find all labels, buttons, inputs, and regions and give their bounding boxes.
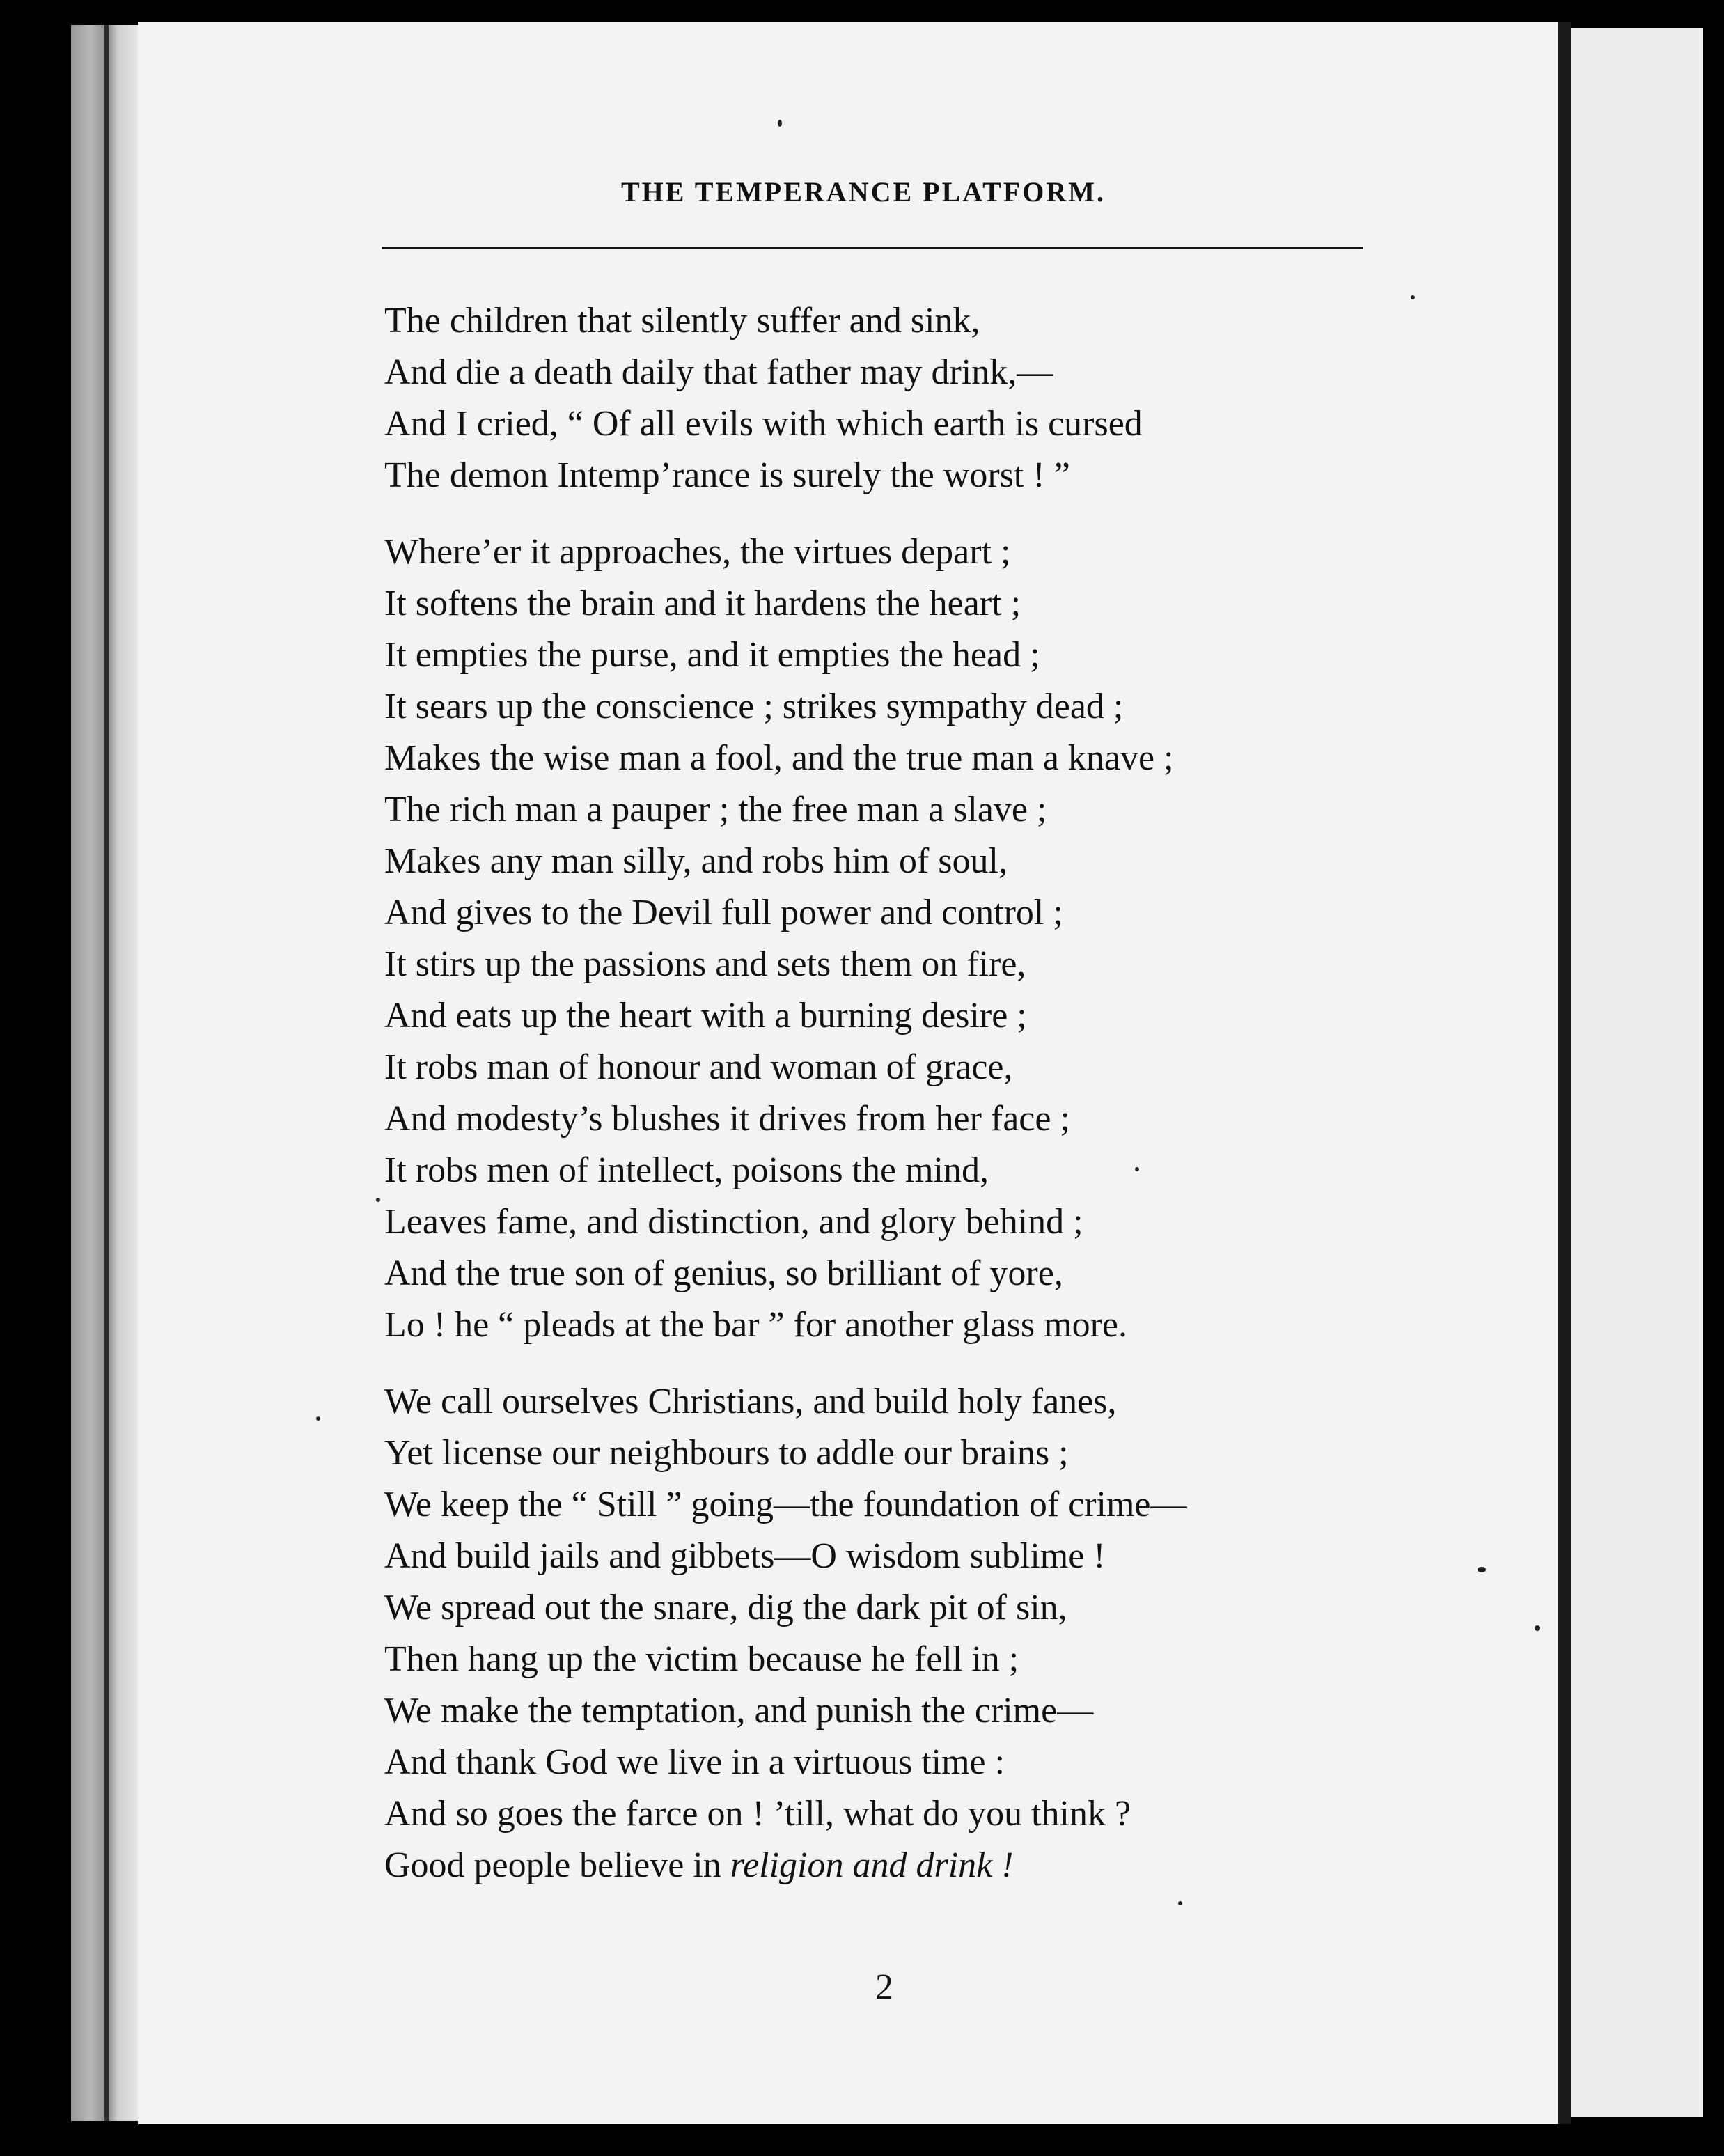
binding-edge-line <box>104 25 109 2121</box>
poem-line: Then hang up the victim because he fell in ; <box>384 1639 1019 1679</box>
poem-line: We spread out the snare, dig the dark pit of sin, <box>384 1588 1067 1627</box>
poem-line: And so goes the farce on ! ’till, what do you think ? <box>384 1794 1131 1834</box>
poem-line: The demon Intemp’rance is surely the worst ! ” <box>384 455 1070 495</box>
poem-line: And the true son of genius, so brilliant of yore, <box>384 1253 1063 1293</box>
poem-line: It stirs up the passions and sets them on fire, <box>384 944 1026 984</box>
stanza-3 <box>384 1376 1415 1891</box>
poem-line: And build jails and gibbets—O wisdom sublime ! <box>384 1536 1106 1576</box>
stanza-1 <box>384 295 1415 501</box>
scan-speck <box>1411 295 1415 299</box>
facing-page-strip <box>1571 28 1703 2117</box>
poem-line: And eats up the heart with a burning desire ; <box>384 996 1027 1036</box>
scan-speck <box>1178 1901 1182 1905</box>
poem-line: And I cried, “ Of all evils with which earth is cursed <box>384 404 1143 444</box>
poem-line: The children that silently suffer and sink, <box>384 301 980 341</box>
poem-line: It robs men of intellect, poisons the mind, <box>384 1150 989 1190</box>
poem-line: And die a death daily that father may drink,— <box>384 352 1053 392</box>
poem-line: It empties the purse, and it empties the head ; <box>384 635 1040 675</box>
header-rule <box>382 247 1363 249</box>
poem-line: It robs man of honour and woman of grace, <box>384 1047 1013 1087</box>
poem-line: Where’er it approaches, the virtues depart ; <box>384 532 1011 572</box>
poem-line: We keep the “ Still ” going—the foundation of crime— <box>384 1485 1187 1524</box>
poem-line: It sears up the conscience ; strikes sympathy dead ; <box>384 687 1124 726</box>
poem-line: Makes the wise man a fool, and the true man a knave ; <box>384 738 1174 778</box>
last-line-italic: religion and drink ! <box>730 1845 1014 1885</box>
poem-line: It softens the brain and it hardens the heart ; <box>384 584 1021 623</box>
poem-line: We make the temptation, and punish the crime— <box>384 1691 1094 1731</box>
scan-speck <box>316 1416 320 1421</box>
poem-line: The rich man a pauper ; the free man a slave ; <box>384 790 1047 829</box>
poem-line: And thank God we live in a virtuous time : <box>384 1742 1005 1782</box>
scan-speck <box>1478 1567 1486 1572</box>
scan-speck <box>1135 1167 1139 1171</box>
poem-line: And gives to the Devil full power and control ; <box>384 893 1063 932</box>
poem-line: Leaves fame, and distinction, and glory behind ; <box>384 1202 1083 1242</box>
poem-line: Makes any man silly, and robs him of soul, <box>384 841 1008 881</box>
poem-line: Yet license our neighbours to addle our brains ; <box>384 1433 1069 1473</box>
poem-line: And modesty’s blushes it drives from her face ; <box>384 1099 1070 1139</box>
poem-body <box>384 295 1415 1891</box>
scan-speck <box>778 120 782 127</box>
page-number: 2 <box>875 1967 893 2007</box>
last-line-roman: Good people believe in <box>384 1845 730 1885</box>
poem-last-line <box>384 1840 1415 1891</box>
scan-speck <box>1535 1625 1540 1631</box>
poem-line: Lo ! he “ pleads at the bar ” for another glass more. <box>384 1305 1128 1345</box>
scan-speck <box>376 1198 380 1202</box>
torn-right-edge <box>1558 22 1571 2124</box>
running-head: THE TEMPERANCE PLATFORM. <box>620 176 1106 208</box>
stanza-2 <box>384 526 1415 1351</box>
poem-line: We call ourselves Christians, and build holy fanes, <box>384 1382 1117 1421</box>
